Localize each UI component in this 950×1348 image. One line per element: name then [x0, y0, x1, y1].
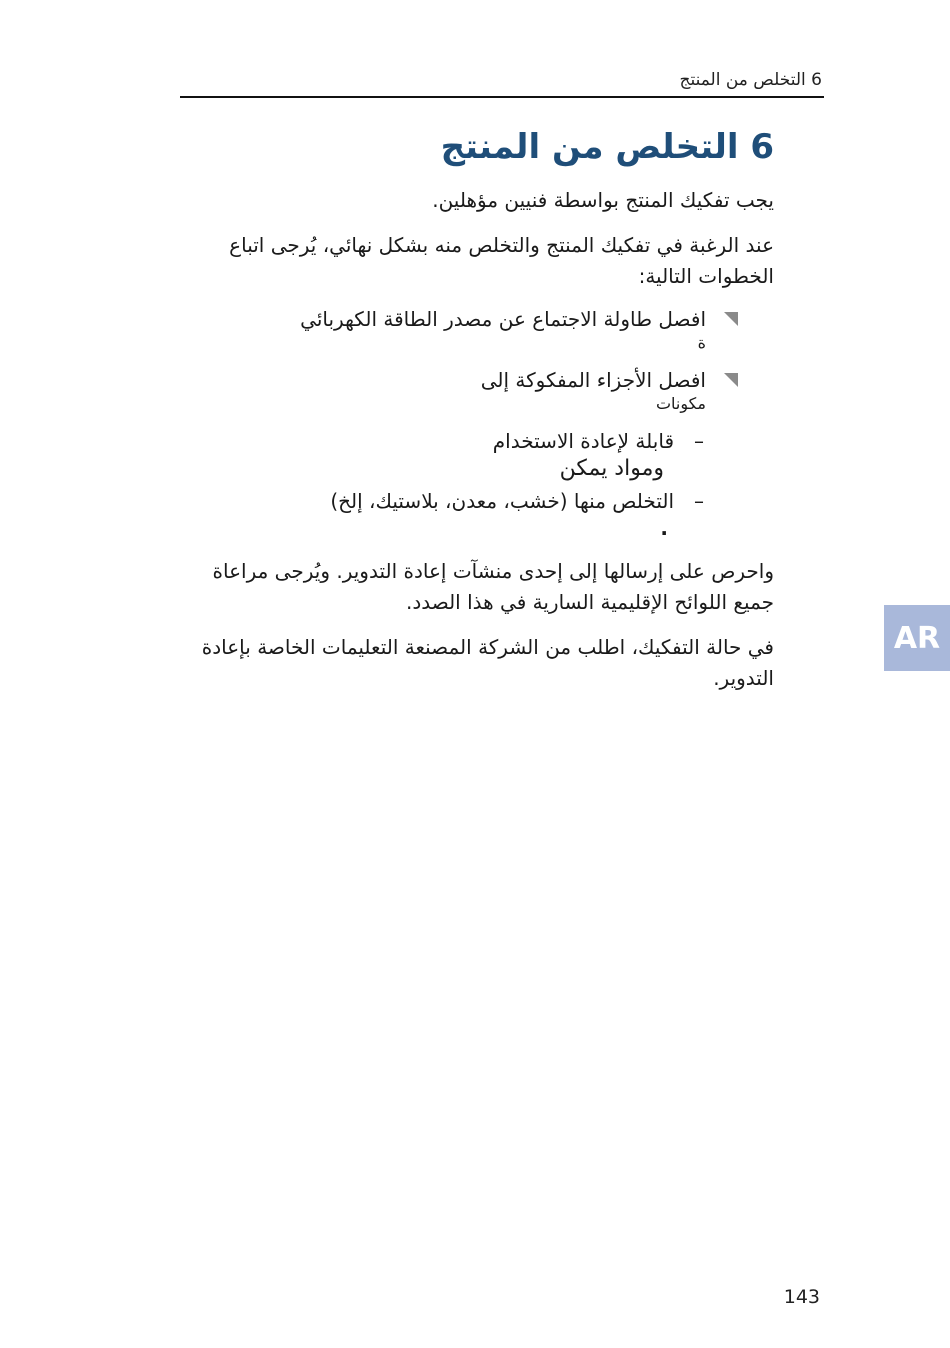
- intro-paragraph-2: عند الرغبة في تفكيك المنتج والتخلص منه بشكل نهائي، يُرجى اتباع الخطوات التالية:: [229, 233, 774, 289]
- header-divider: [180, 96, 824, 98]
- page-number: 143: [783, 1286, 820, 1308]
- sub-list: [184, 428, 774, 542]
- step-text-tail: ة: [697, 333, 706, 353]
- list-item: [184, 488, 774, 542]
- manufacturer-paragraph: في حالة التفكيك، اطلب من الشركة المصنعة التعليمات الخاصة بإعادة التدوير.: [201, 635, 774, 691]
- triangle-bullet-icon: [724, 373, 738, 387]
- language-tab: AR: [884, 605, 950, 671]
- sub-item-line: قابلة لإعادة الاستخدام: [492, 429, 674, 454]
- intro-paragraph-1: يجب تفكيك المنتج بواسطة فنيين مؤهلين.: [432, 188, 774, 213]
- list-item: [184, 367, 774, 414]
- sub-item-line: ومواد يمكن: [559, 456, 664, 482]
- dash-bullet-icon: –: [694, 489, 704, 514]
- recycling-paragraph: واحرص على إرسالها إلى إحدى منشآت إعادة التدوير. ويُرجى مراعاة جميع اللوائح الإقليمية السارية في هذا الصدد.: [212, 559, 774, 615]
- section-title: 6 التخلص من المنتج: [440, 127, 774, 167]
- step-text: افصل الأجزاء المفكوكة إلى: [480, 368, 706, 393]
- step-text-tail: مكونات: [655, 394, 706, 414]
- list-item: [184, 306, 774, 353]
- running-header: 6 التخلص من المنتج: [679, 70, 822, 90]
- step-text: افصل طاولة الاجتماع عن مصدر الطاقة الكهربائي: [300, 307, 706, 332]
- triangle-bullet-icon: [724, 312, 738, 326]
- section-content: [184, 125, 774, 708]
- sub-item-line: .: [660, 516, 668, 541]
- steps-list: [184, 306, 774, 414]
- dash-bullet-icon: –: [694, 429, 704, 454]
- sub-item-line: التخلص منها (خشب، معدن، بلاستيك، إلخ): [330, 489, 674, 514]
- list-item: [184, 428, 774, 482]
